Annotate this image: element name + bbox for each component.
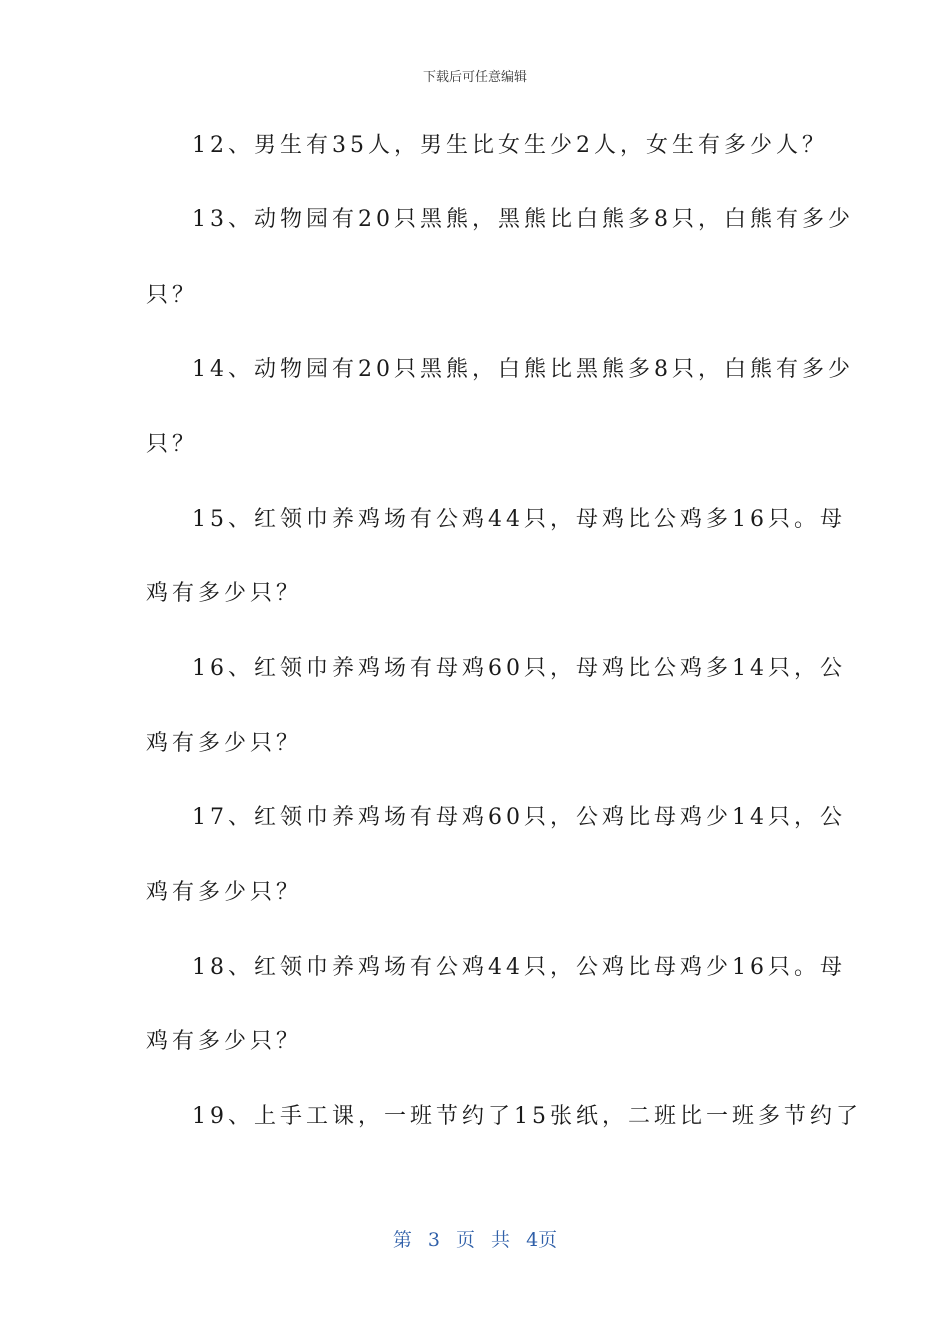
question-15-line-2: 鸡有多少只？	[146, 581, 303, 606]
question-18-line-2: 鸡有多少只？	[146, 1029, 303, 1054]
page-number-footer: 第 3 页 共 4页	[392, 1229, 558, 1251]
question-13-line-2: 只？	[146, 283, 199, 308]
question-17-line-1: 17、红领巾养鸡场有母鸡60只，公鸡比母鸡少14只，公	[192, 805, 846, 830]
page-header: 下载后可任意编辑	[422, 70, 527, 85]
question-19-line-1: 19、上手工课，一班节约了15张纸，二班比一班多节约了	[192, 1104, 862, 1129]
question-18-line-1: 18、红领巾养鸡场有公鸡44只，公鸡比母鸡少16只。母	[192, 955, 846, 980]
question-14-line-2: 只？	[146, 432, 199, 457]
question-16-line-1: 16、红领巾养鸡场有母鸡60只，母鸡比公鸡多14只，公	[192, 656, 846, 681]
question-14-line-1: 14、动物园有20只黑熊，白熊比黑熊多8只，白熊有多少	[192, 357, 854, 382]
question-16-line-2: 鸡有多少只？	[146, 731, 303, 756]
question-13-line-1: 13、动物园有20只黑熊，黑熊比白熊多8只，白熊有多少	[192, 207, 854, 232]
question-17-line-2: 鸡有多少只？	[146, 880, 303, 905]
question-12-line-1: 12、男生有35人，男生比女生少2人，女生有多少人？	[192, 133, 828, 158]
question-15-line-1: 15、红领巾养鸡场有公鸡44只，母鸡比公鸡多16只。母	[192, 507, 846, 532]
